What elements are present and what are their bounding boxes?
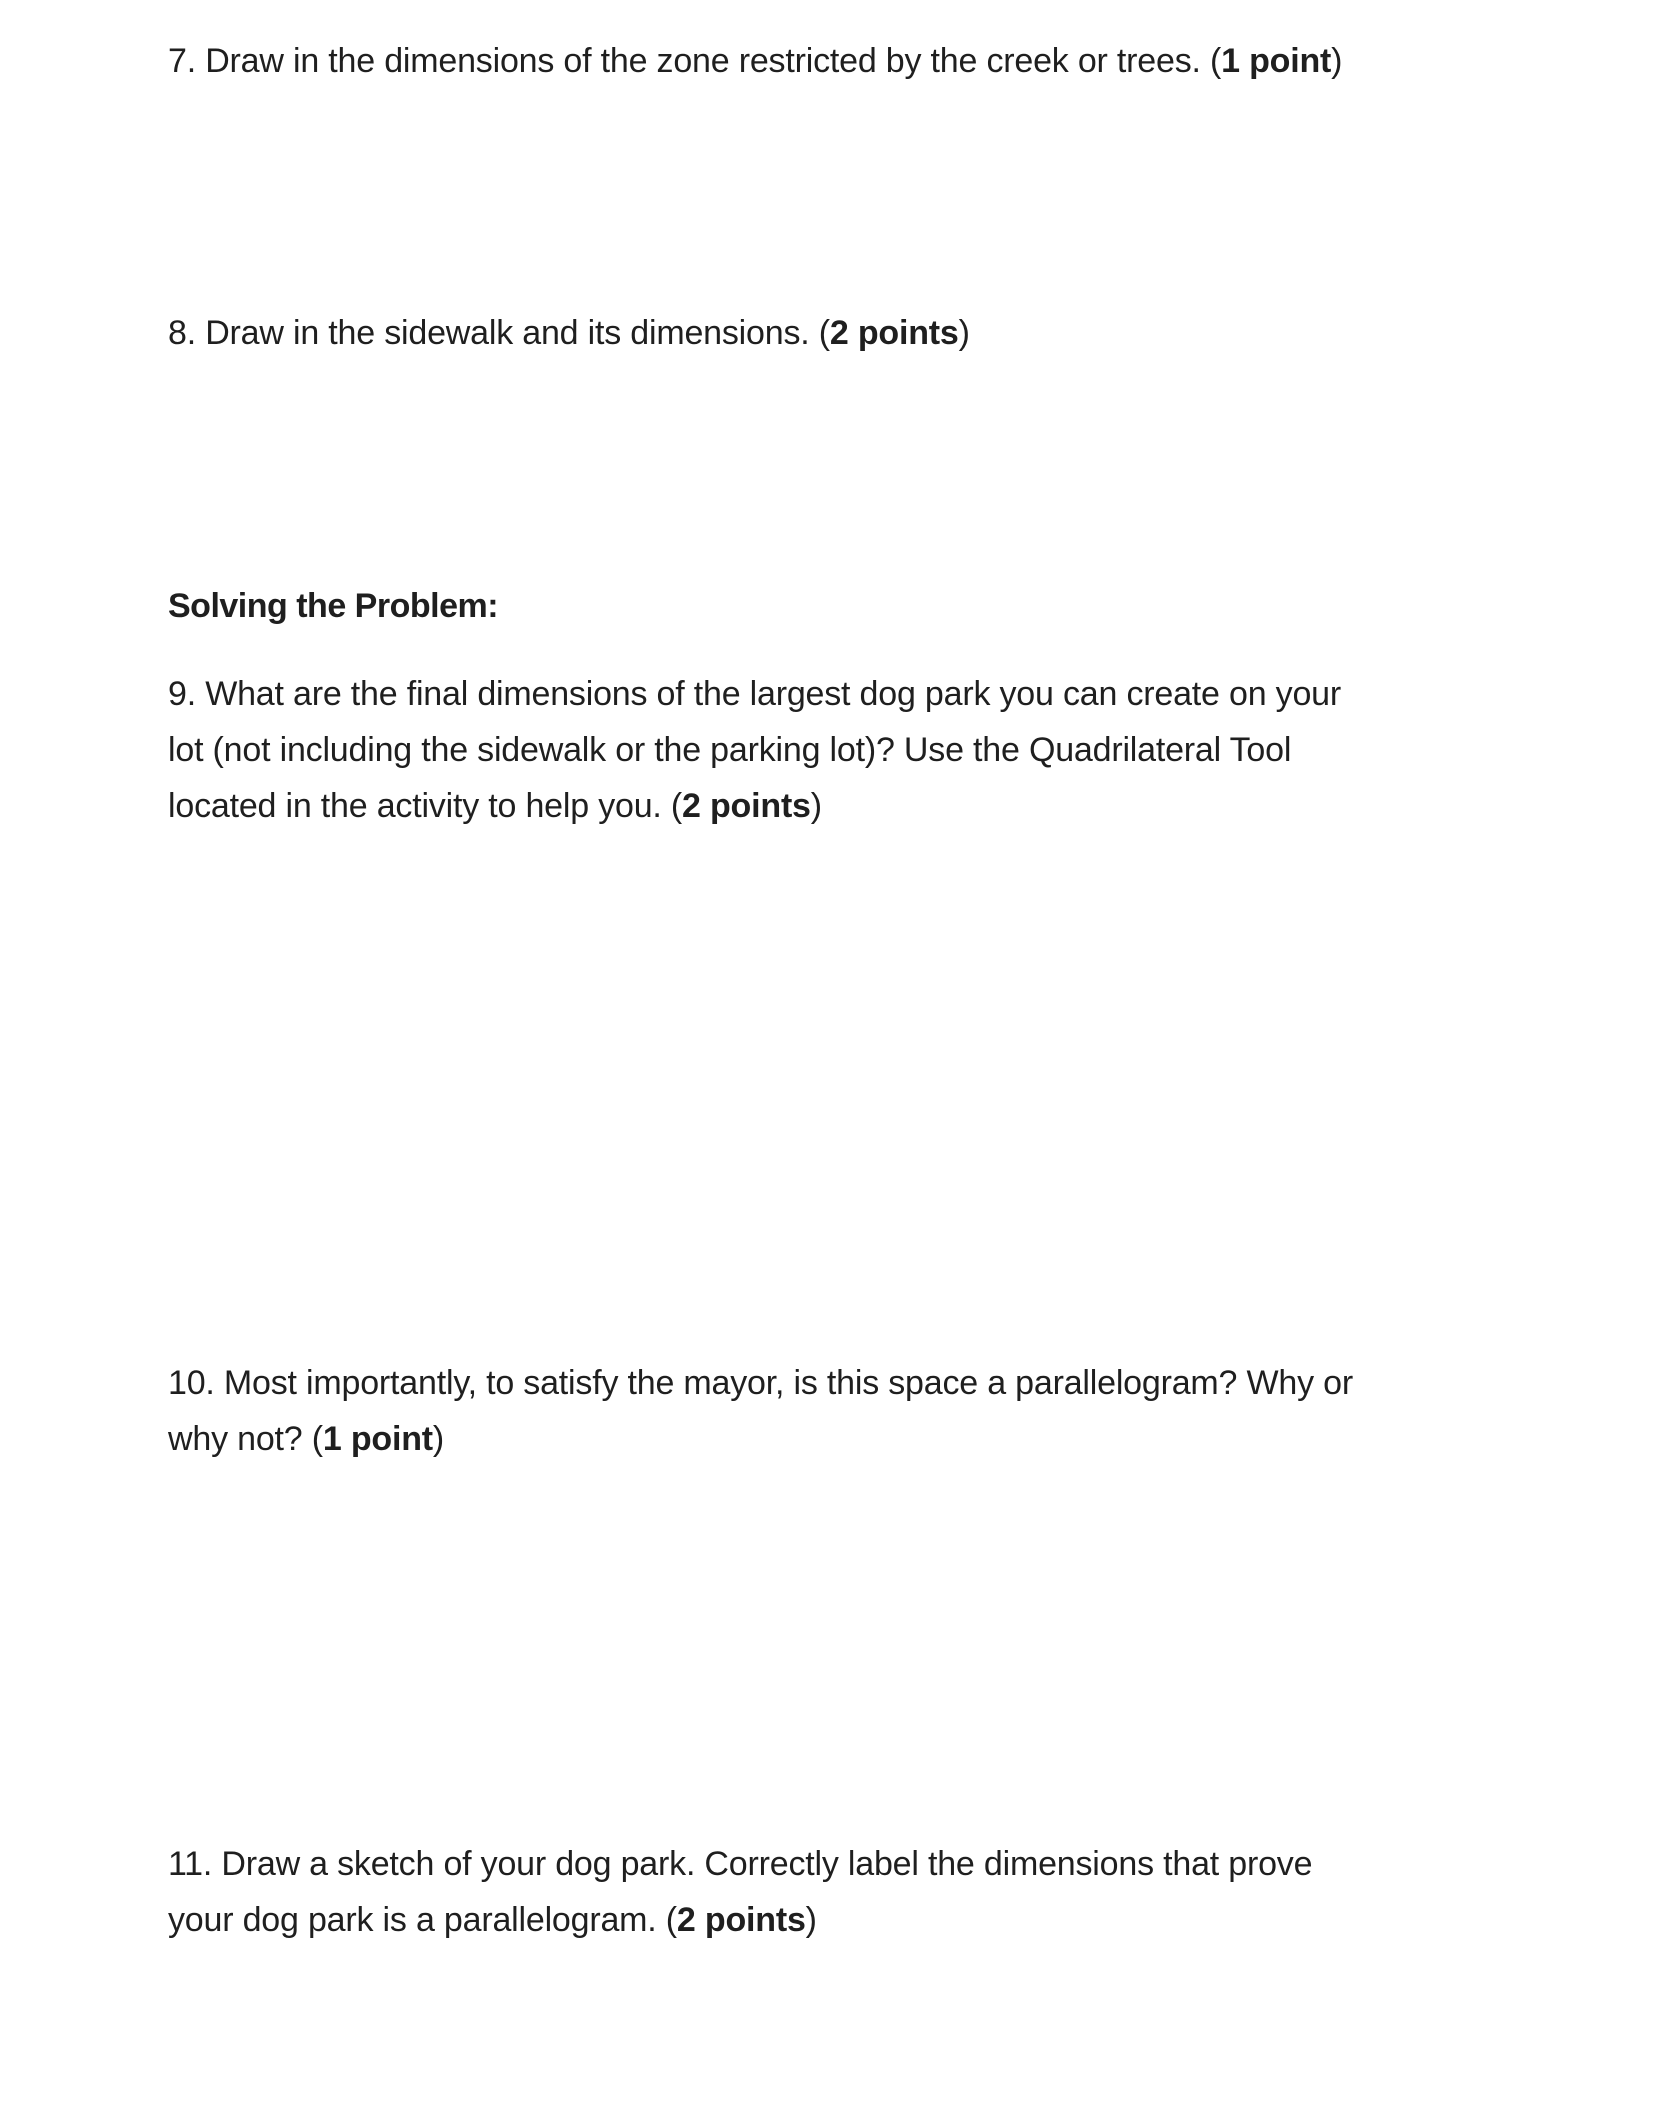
question-11-close: ) — [805, 1901, 817, 1939]
question-11-points: 2 points — [676, 1901, 806, 1939]
question-8 — [168, 305, 1398, 361]
question-7 — [168, 33, 1398, 89]
question-10-close: ) — [432, 1420, 445, 1458]
question-9-points: 2 points — [682, 787, 811, 825]
question-11 — [168, 1836, 1368, 1948]
question-8-close: ) — [958, 314, 970, 352]
section-heading: Solving the Problem: — [168, 587, 499, 625]
question-10 — [168, 1355, 1368, 1467]
question-10-points: 1 point — [322, 1420, 433, 1458]
question-10-text: 10. Most importantly, to satisfy the mayor, is this space a parallelogram? Why or why not? ( — [168, 1364, 1353, 1458]
question-11-text: 11. Draw a sketch of your dog park. Correctly label the dimensions that prove your dog park is a parallelogram. ( — [168, 1845, 1313, 1939]
question-9-text: 9. What are the final dimensions of the largest dog park you can create on your lot (not including the sidewalk or the parking lot)? Use the Quadrilateral Tool located in the activity to help you. ( — [168, 675, 1341, 825]
question-8-text: 8. Draw in the sidewalk and its dimensions. ( — [168, 314, 830, 352]
question-9-close: ) — [810, 787, 822, 825]
question-7-points: 1 point — [1221, 42, 1332, 80]
question-7-text: 7. Draw in the dimensions of the zone restricted by the creek or trees. ( — [168, 42, 1222, 80]
question-8-points: 2 points — [829, 314, 959, 352]
question-9 — [168, 666, 1368, 834]
question-7-close: ) — [1331, 42, 1343, 80]
